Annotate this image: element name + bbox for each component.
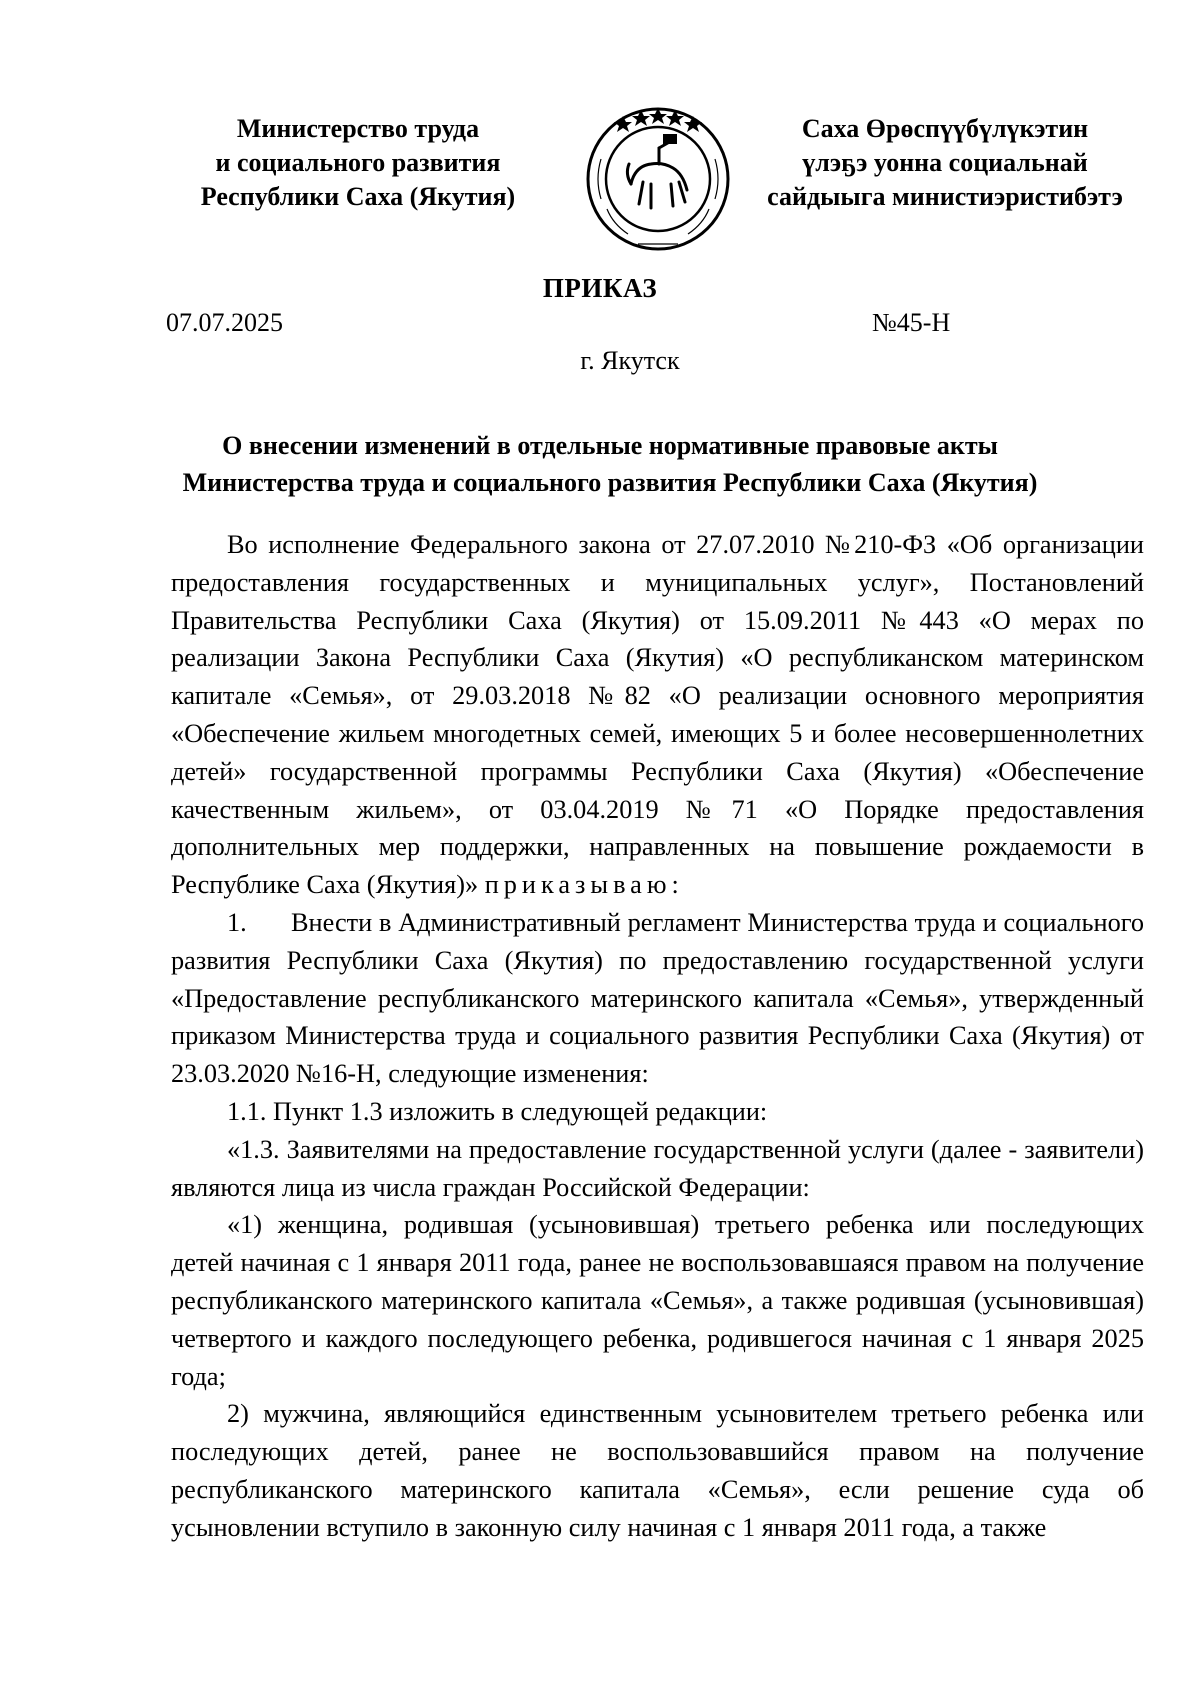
item-1-number: 1. [227,907,247,937]
ministry-name-sakha-line-1: Саха Өрөспүүбүлүкэтин [801,114,1089,143]
document-body [171,526,1144,1547]
preamble-paragraph [171,526,1144,904]
preamble-text: Во исполнение Федерального закона от 27.07.2010 №210-ФЗ «Об организации предоставления государственных и муниципальных услуг», Постановлений Правительства Республики Саха (Якутия) от 15.09.2011 №443 «О мерах по реализации Закона Республики Саха (Якутия) «О республиканском материнском капитале «Семья», от 29.03.2018 №82 «О реализации основного мероприятия «Обеспечение жильем многодетных семей, имеющих 5 и более несовершеннолетних детей» государственной программы Республики Саха (Якутия) «Обеспечение качественным жильем», от 03.04.2019 №71 «О Порядке предоставления дополнительных мер поддержки, направленных на повышение рождаемости в Республике Саха (Якутия)» [171,530,1144,900]
document-city: г. Якутск [580,346,680,375]
clause-1-3-paragraph: «1.3. Заявителями на предоставление государственной услуги (далее - заявители) являются лица из числа граждан Российской Федерации: [171,1134,1144,1202]
document-date: 07.07.2025 [166,308,283,337]
ministry-name-russian-line-2: и социального развития [215,148,501,177]
order-word: приказываю: [484,870,684,900]
ministry-name-sakha [750,112,1140,214]
item-1-paragraph [171,904,1144,1093]
ministry-name-russian-line-3: Республики Саха (Якутия) [200,182,516,211]
sakha-republic-emblem-icon [583,104,733,254]
ministry-name-sakha-line-2: үлэҕэ уонна социальнай [802,148,1088,177]
item-1-text: Внести в Административный регламент Министерства труда и социального развития Республики Саха (Якутия) по предоставлению государственной услуги «Предоставление республиканского материнского капитала «Семья», утвержденный приказом Министерства труда и социального развития Республики Саха (Якутия) от 23.03.2020 №16-Н, следующие изменения: [171,907,1144,1089]
ministry-name-russian [178,112,538,214]
document-subject [150,427,1070,501]
subitem-1-1-paragraph: 1.1. Пункт 1.3 изложить в следующей редакции: [227,1096,768,1126]
document-subject-line-2: Министерства труда и социального развития Республики Саха (Якутия) [182,468,1038,497]
clause-1-3-item-2-paragraph: 2) мужчина, являющийся единственным усыновителем третьего ребенка или последующих детей, ранее не воспользовавшийся правом на получение республиканского материнского капитала «Семья», если решение суда об усыновлении вступило в законную силу начиная с 1 января 2011 года, а также [171,1399,1144,1542]
document-subject-line-1: О внесении изменений в отдельные нормативные правовые акты [222,431,998,460]
ministry-name-russian-line-1: Министерство труда [236,114,480,143]
clause-1-3-item-1-paragraph: «1) женщина, родившая (усыновившая) третьего ребенка или последующих детей начиная с 1 января 2011 года, ранее не воспользовавшаяся правом на получение республиканского материнского капитала «Семья», а также родившая (усыновившая) четвертого и каждого последующего ребенка, родившегося начиная с 1 января 2025 года; [171,1210,1144,1391]
document-number: №45-Н [872,308,951,337]
document-title: ПРИКАЗ [542,273,658,303]
ministry-name-sakha-line-3: сайдыыга министиэристибэтэ [767,182,1123,211]
